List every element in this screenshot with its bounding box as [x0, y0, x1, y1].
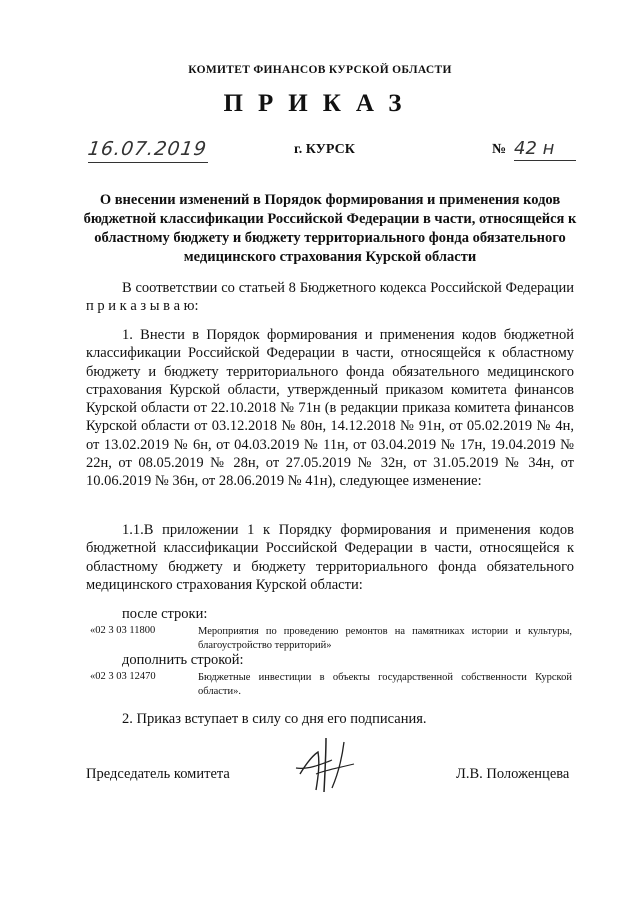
handwritten-date: 16.07.2019	[86, 138, 209, 160]
item-1-1-paragraph: 1.1.В приложении 1 к Порядку формирования и применения кодов бюджетной классификации Российской Федерации в части, относящейся к областному бюджету и бюджету территориального фонда обязательного медицинского страхования Курской области:	[86, 522, 574, 593]
item-2-paragraph: 2. Приказ вступает в силу со дня его подписания.	[122, 711, 427, 727]
number-sign: №	[492, 142, 507, 157]
handwritten-number: 42 н	[514, 138, 555, 159]
handwritten-signature-icon	[292, 734, 362, 794]
document-meta-row	[88, 140, 578, 166]
order-title: О внесении изменений в Порядок формирования и применения кодов бюджетной классификации Российской Федерации в части, относящейся к областному бюджету и бюджету территориального фонда обязательного медицинского страхования Курской области	[83, 192, 577, 265]
date-underline	[88, 162, 208, 163]
committee-heading: КОМИТЕТ ФИНАНСОВ КУРСКОЙ ОБЛАСТИ	[188, 64, 452, 76]
city-label: г. КУРСК	[294, 142, 355, 157]
add-row-label: дополнить строкой:	[122, 652, 244, 668]
intro-paragraph: В соответствии со статьей 8 Бюджетного кодекса Российской Федерации п р и к а з ы в а ю:	[86, 280, 574, 315]
row-code: «02 3 03 11800	[90, 625, 156, 636]
document-type-heading: ПРИКАЗ	[223, 90, 417, 117]
row-description: Мероприятия по проведению ремонтов на памятниках истории и культуры, благоустройство территорий»	[198, 626, 572, 651]
item-1-paragraph: 1. Внести в Порядок формирования и применения кодов бюджетной классификации Российской Федерации в части, относящейся к областному бюджету и бюджету территориального фонда обязательного медицинского страхования Курской области, утвержденный приказом комитета финансов Курской области от 22.10.2018 № 71н (в редакции приказа комитета финансов Курской области от 03.12.2018 № 80н, 14.12.2018 № 91н, от 05.02.2019 № 4н, от 13.02.2019 № 6н, от 04.03.2019 № 11н, от 03.04.2019 № 17н, 19.04.2019 № 22н, от 08.05.2019 № 28н, от 27.05.2019 № 32н, от 31.05.2019 № 34н, от 10.06.2019 № 36н, от 28.06.2019 № 41н), следующее изменение:	[86, 327, 574, 490]
signatory-title: Председатель комитета	[86, 766, 230, 782]
number-underline	[514, 160, 576, 161]
row-code: «02 3 03 12470	[90, 671, 156, 682]
after-row-label: после строки:	[122, 606, 208, 622]
row-description: Бюджетные инвестиции в объекты государственной собственности Курской области».	[198, 672, 572, 697]
signatory-name: Л.В. Положенцева	[456, 766, 570, 782]
